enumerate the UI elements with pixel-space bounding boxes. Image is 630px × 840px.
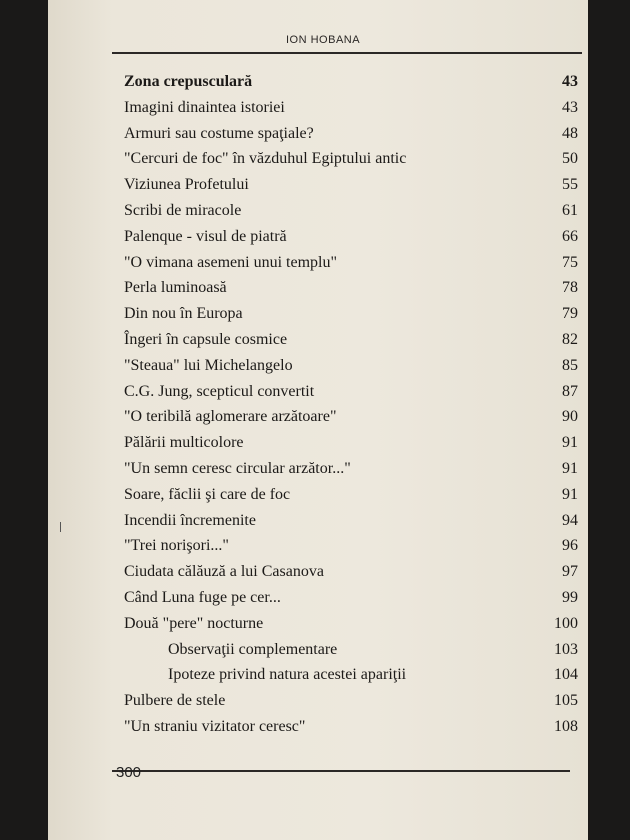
toc-entry bbox=[124, 665, 578, 685]
toc-entry-page: 82 bbox=[562, 331, 578, 348]
toc-entry-title: Perla luminoasă bbox=[124, 279, 227, 296]
toc-entry-page: 96 bbox=[562, 537, 578, 554]
margin-mark bbox=[60, 522, 61, 532]
toc-entry-page: 50 bbox=[562, 150, 578, 167]
toc-entry-page: 85 bbox=[562, 357, 578, 374]
toc-entry-title: Zona crepusculară bbox=[124, 73, 253, 90]
toc-entry-title: "Cercuri de foc" în văzduhul Egiptului antic bbox=[124, 150, 407, 167]
toc-entry-title: Când Luna fuge pe cer... bbox=[124, 589, 281, 606]
toc-entry-page: 91 bbox=[562, 434, 578, 451]
toc-entry-page: 48 bbox=[562, 125, 578, 142]
toc-entry bbox=[124, 278, 578, 298]
toc-entry-page: 66 bbox=[562, 228, 578, 245]
toc-entry bbox=[124, 227, 578, 247]
toc-entry bbox=[124, 72, 578, 92]
toc-entry bbox=[124, 175, 578, 195]
toc-entry bbox=[124, 407, 578, 427]
toc-entry bbox=[124, 459, 578, 479]
toc-entry-page: 61 bbox=[562, 202, 578, 219]
footer-rule bbox=[112, 770, 570, 772]
toc-entry-title: Pulbere de stele bbox=[124, 692, 226, 709]
toc-entry-page: 75 bbox=[562, 254, 578, 271]
toc-entry-title: Din nou în Europa bbox=[124, 305, 243, 322]
running-header: ION HOBANA bbox=[286, 34, 361, 46]
toc-entry-page: 79 bbox=[562, 305, 578, 322]
toc-entry bbox=[124, 382, 578, 402]
toc-entry-title: "Un straniu vizitator ceresc" bbox=[124, 718, 306, 735]
toc-entry-title: Ipoteze privind natura acestei apariţii bbox=[168, 666, 407, 683]
toc-entry-title: "O vimana asemeni unui templu" bbox=[124, 254, 338, 271]
toc-entry-title: Imagini dinaintea istoriei bbox=[124, 99, 285, 116]
toc-entry-title: Pălării multicolore bbox=[124, 434, 244, 451]
toc-entry bbox=[124, 304, 578, 324]
toc-entry bbox=[124, 588, 578, 608]
toc-entry bbox=[124, 124, 578, 144]
book-page bbox=[48, 0, 588, 840]
toc-entry-title: Palenque - visul de piatră bbox=[124, 228, 287, 245]
toc-entry bbox=[124, 717, 578, 737]
toc-entry-page: 91 bbox=[562, 486, 578, 503]
toc-entry-page: 91 bbox=[562, 460, 578, 477]
toc-entry-title: Armuri sau costume spaţiale? bbox=[124, 125, 314, 142]
toc-entry-page: 105 bbox=[554, 692, 578, 709]
toc-entry-title: Viziunea Profetului bbox=[124, 176, 249, 193]
toc-entry bbox=[124, 356, 578, 376]
toc-entry-page: 43 bbox=[562, 99, 578, 116]
toc-entry-page: 87 bbox=[562, 383, 578, 400]
toc-entry bbox=[124, 330, 578, 350]
toc-entry bbox=[124, 98, 578, 118]
toc-entry-page: 43 bbox=[562, 73, 578, 90]
toc-entry bbox=[124, 253, 578, 273]
toc-entry-title: "Steaua" lui Michelangelo bbox=[124, 357, 293, 374]
toc-entry-page: 94 bbox=[562, 512, 578, 529]
toc-entry-title: Ciudata călăuză a lui Casanova bbox=[124, 563, 324, 580]
toc-entry bbox=[124, 201, 578, 221]
toc-entry-page: 90 bbox=[562, 408, 578, 425]
toc-entry-page: 108 bbox=[554, 718, 578, 735]
toc-entry-title: Scribi de miracole bbox=[124, 202, 242, 219]
toc-entry-page: 103 bbox=[554, 641, 578, 658]
toc-entry-title: C.G. Jung, scepticul convertit bbox=[124, 383, 315, 400]
header-rule bbox=[112, 52, 582, 54]
toc-entry bbox=[124, 485, 578, 505]
toc-entry-title: "Un semn ceresc circular arzător..." bbox=[124, 460, 351, 477]
toc-entry-title: Incendii încremenite bbox=[124, 512, 256, 529]
toc-entry-page: 55 bbox=[562, 176, 578, 193]
toc-entry-title: "Trei norişori..." bbox=[124, 537, 229, 554]
toc-entry-title: Soare, făclii şi care de foc bbox=[124, 486, 291, 503]
toc-entry bbox=[124, 511, 578, 531]
toc-entry-page: 78 bbox=[562, 279, 578, 296]
toc-entry bbox=[124, 149, 578, 169]
toc-entry-title: Îngeri în capsule cosmice bbox=[124, 331, 288, 348]
toc-entry-page: 100 bbox=[554, 615, 578, 632]
toc-entry-title: "O teribilă aglomerare arzătoare" bbox=[124, 408, 337, 425]
toc-entry-page: 104 bbox=[554, 666, 578, 683]
toc-entry bbox=[124, 614, 578, 634]
toc-entry bbox=[124, 536, 578, 556]
toc-entry bbox=[124, 640, 578, 660]
page-number: 300 bbox=[116, 764, 142, 781]
toc-entry-page: 99 bbox=[562, 589, 578, 606]
toc-entry bbox=[124, 433, 578, 453]
toc-entry bbox=[124, 562, 578, 582]
toc-entry bbox=[124, 691, 578, 711]
toc-entry-page: 97 bbox=[562, 563, 578, 580]
toc-entry-title: Observaţii complementare bbox=[168, 641, 338, 658]
toc-entry-title: Două "pere" nocturne bbox=[124, 615, 264, 632]
